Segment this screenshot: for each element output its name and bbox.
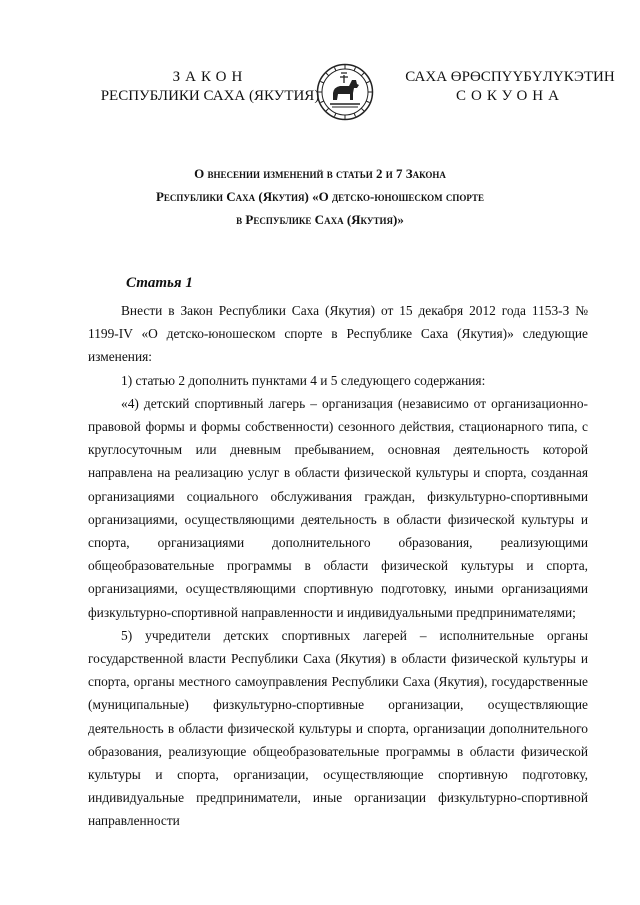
header-right-line2: СОКУОНА	[456, 88, 564, 104]
article-body	[88, 299, 588, 833]
header-left	[100, 68, 320, 106]
law-title-line3: в Республике Саха (Якутия)»	[236, 212, 404, 227]
law-title-line1: О внесении изменений в статьи 2 и 7 Закона	[194, 166, 446, 181]
header-right	[395, 68, 625, 106]
law-title-line2: Республики Саха (Якутия) «О детско-юношеском спорте	[155, 189, 485, 204]
article-paragraph-3: «4) детский спортивный лагерь – организация (независимо от организационно-правовой формы и формы собственности) сезонного действия, стационарного типа, с круглосуточным или дневным пребыванием, основная деятельность которой направлена на реализацию услуг в области физической культуры и спорта, созданная организациями социального обслуживания граждан, физкультурно-спортивными организациями, осуществляющими деятельность в области физической культуры и спорта, организациями дополнительного образования, реализующими общеобразовательные программы в области физической культуры и спорта, организациями, осуществляющими спортивную подготовку, иными организациями физкультурно-спортивной направленности и индивидуальными предпринимателями;	[88, 395, 588, 620]
article-paragraph-4: 5) учредители детских спортивных лагерей – исполнительные органы государственной власти Республики Саха (Якутия) в области физической культуры и спорта, органы местного самоуправления Республики Саха (Якутия), государственные (муниципальные) физкультурно-спортивные организации, осуществляющие деятельность в области физической культуры и спорта, организации дополнительного образования, реализующие общеобразовательные программы в области физической культуры и спорта, организации, осуществляющие спортивную подготовку, индивидуальные предприниматели, иные организации физкультурно-спортивной направленности	[88, 627, 588, 829]
header-left-line2: РЕСПУБЛИКИ САХА (ЯКУТИЯ)	[100, 88, 320, 104]
coat-of-arms-icon	[316, 63, 374, 121]
article-paragraph-1: Внести в Закон Республики Саха (Якутия) от 15 декабря 2012 года 1153-З № 1199-IV «О детско-юношеском спорте в Республике Саха (Якутия)» следующие изменения:	[88, 303, 588, 365]
header-left-line1: ЗАКОН	[172, 69, 248, 85]
article-heading: Статья 1	[126, 275, 193, 291]
law-title	[90, 162, 550, 231]
header-right-line1: САХА ӨРӨСПҮҮБҮЛҮКЭТИН	[405, 69, 615, 85]
article-paragraph-2: 1) статью 2 дополнить пунктами 4 и 5 следующего содержания:	[121, 372, 486, 388]
